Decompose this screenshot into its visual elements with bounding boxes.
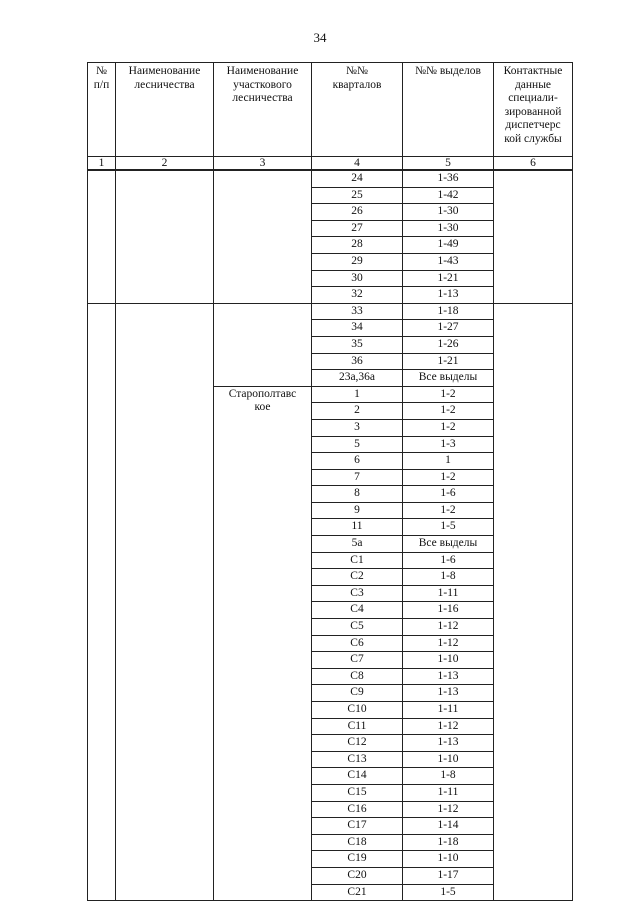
quarter-cell: 25 — [312, 187, 403, 204]
allotment-cell: 1-30 — [403, 220, 494, 237]
allotment-cell: 1-27 — [403, 320, 494, 337]
allotment-cell: 1-18 — [403, 303, 494, 320]
allotment-cell: 1-43 — [403, 253, 494, 270]
allotment-cell: 1-13 — [403, 685, 494, 702]
quarter-cell: С20 — [312, 867, 403, 884]
allotment-cell: Все выделы — [403, 370, 494, 387]
quarter-cell: 3 — [312, 419, 403, 436]
allotment-cell: 1-2 — [403, 469, 494, 486]
district-name-cell — [214, 386, 312, 900]
quarter-cell: С19 — [312, 851, 403, 868]
allotment-cell: 1-12 — [403, 619, 494, 636]
quarter-cell: С7 — [312, 652, 403, 669]
header-cell-number: № п/п — [88, 63, 116, 157]
header-cell-quarters: №№ кварталов — [312, 63, 403, 157]
quarter-cell: С14 — [312, 768, 403, 785]
header-cell-district: Наименование участкового лесничества — [214, 63, 312, 157]
quarter-cell: С2 — [312, 569, 403, 586]
quarter-cell: С17 — [312, 818, 403, 835]
quarter-cell: С12 — [312, 735, 403, 752]
allotment-cell: 1-30 — [403, 204, 494, 221]
number-cell — [88, 303, 116, 900]
district-cell — [214, 303, 312, 386]
quarter-cell: 1 — [312, 386, 403, 403]
quarter-cell: 9 — [312, 502, 403, 519]
forestry-cell — [116, 170, 214, 303]
quarter-cell: С13 — [312, 751, 403, 768]
quarter-cell: 35 — [312, 336, 403, 353]
allotment-cell: 1-2 — [403, 386, 494, 403]
quarter-cell: 6 — [312, 453, 403, 470]
quarter-cell: 34 — [312, 320, 403, 337]
allotment-cell: 1-2 — [403, 502, 494, 519]
quarter-cell: С4 — [312, 602, 403, 619]
quarter-cell: С21 — [312, 884, 403, 901]
quarter-cell: С18 — [312, 834, 403, 851]
header-cell-contacts: Контактные данные специали- зированной диспетчерс кой службы — [494, 63, 573, 157]
quarter-cell: 5 — [312, 436, 403, 453]
allotment-cell: 1-17 — [403, 867, 494, 884]
quarter-cell: 5а — [312, 536, 403, 553]
forestry-table — [87, 62, 573, 901]
quarter-cell: 26 — [312, 204, 403, 221]
allotment-cell: 1-10 — [403, 851, 494, 868]
header-cell-forestry: Наименование лесничества — [116, 63, 214, 157]
quarter-cell: 36 — [312, 353, 403, 370]
column-number-row — [88, 157, 573, 171]
allotment-cell: 1-21 — [403, 353, 494, 370]
header-row — [88, 63, 573, 157]
column-number: 3 — [214, 157, 312, 171]
quarter-cell: 23а,36а — [312, 370, 403, 387]
allotment-cell: 1-5 — [403, 884, 494, 901]
contacts-cell — [494, 170, 573, 303]
allotment-cell: 1-13 — [403, 668, 494, 685]
allotment-cell: 1-5 — [403, 519, 494, 536]
allotment-cell: 1-10 — [403, 751, 494, 768]
allotment-cell: 1-11 — [403, 702, 494, 719]
allotment-cell: 1-6 — [403, 552, 494, 569]
column-number: 1 — [88, 157, 116, 171]
allotment-cell: 1-11 — [403, 585, 494, 602]
allotment-cell: 1-8 — [403, 569, 494, 586]
page-number: 34 — [313, 30, 327, 45]
allotment-cell: 1-3 — [403, 436, 494, 453]
column-number: 6 — [494, 157, 573, 171]
allotment-cell: 1-12 — [403, 801, 494, 818]
number-cell — [88, 170, 116, 303]
allotment-cell: 1-12 — [403, 635, 494, 652]
allotment-cell: 1-16 — [403, 602, 494, 619]
allotment-cell: 1-14 — [403, 818, 494, 835]
column-number: 5 — [403, 157, 494, 171]
allotment-cell: 1-11 — [403, 784, 494, 801]
allotment-cell: 1-49 — [403, 237, 494, 254]
allotment-cell: 1-6 — [403, 486, 494, 503]
allotment-cell: 1-10 — [403, 652, 494, 669]
quarter-cell: 8 — [312, 486, 403, 503]
allotment-cell: 1 — [403, 453, 494, 470]
district-cell — [214, 170, 312, 303]
quarter-cell: С9 — [312, 685, 403, 702]
allotment-cell: 1-2 — [403, 419, 494, 436]
quarter-cell: 2 — [312, 403, 403, 420]
quarter-cell: 11 — [312, 519, 403, 536]
quarter-cell: С11 — [312, 718, 403, 735]
quarter-cell: С16 — [312, 801, 403, 818]
allotment-cell: 1-13 — [403, 287, 494, 304]
allotment-cell: 1-42 — [403, 187, 494, 204]
quarter-cell: С6 — [312, 635, 403, 652]
header-cell-allotments: №№ выделов — [403, 63, 494, 157]
allotment-cell: 1-36 — [403, 170, 494, 187]
allotment-cell: Все выделы — [403, 536, 494, 553]
table-row — [88, 303, 573, 320]
quarter-cell: 28 — [312, 237, 403, 254]
quarter-cell: С15 — [312, 784, 403, 801]
quarter-cell: С1 — [312, 552, 403, 569]
quarter-cell: 30 — [312, 270, 403, 287]
table-row — [88, 170, 573, 187]
district-name: кое — [254, 400, 271, 413]
quarter-cell: 32 — [312, 287, 403, 304]
allotment-cell: 1-2 — [403, 403, 494, 420]
quarter-cell: 27 — [312, 220, 403, 237]
quarter-cell: 33 — [312, 303, 403, 320]
allotment-cell: 1-21 — [403, 270, 494, 287]
column-number: 2 — [116, 157, 214, 171]
allotment-cell: 1-12 — [403, 718, 494, 735]
quarter-cell: С10 — [312, 702, 403, 719]
allotment-cell: 1-8 — [403, 768, 494, 785]
quarter-cell: С3 — [312, 585, 403, 602]
contacts-cell — [494, 303, 573, 900]
column-number: 4 — [312, 157, 403, 171]
allotment-cell: 1-26 — [403, 336, 494, 353]
forestry-cell — [116, 303, 214, 900]
allotment-cell: 1-18 — [403, 834, 494, 851]
quarter-cell: 7 — [312, 469, 403, 486]
quarter-cell: С5 — [312, 619, 403, 636]
district-name: Старополтавс — [228, 387, 297, 400]
quarter-cell: 24 — [312, 170, 403, 187]
allotment-cell: 1-13 — [403, 735, 494, 752]
quarter-cell: 29 — [312, 253, 403, 270]
quarter-cell: С8 — [312, 668, 403, 685]
